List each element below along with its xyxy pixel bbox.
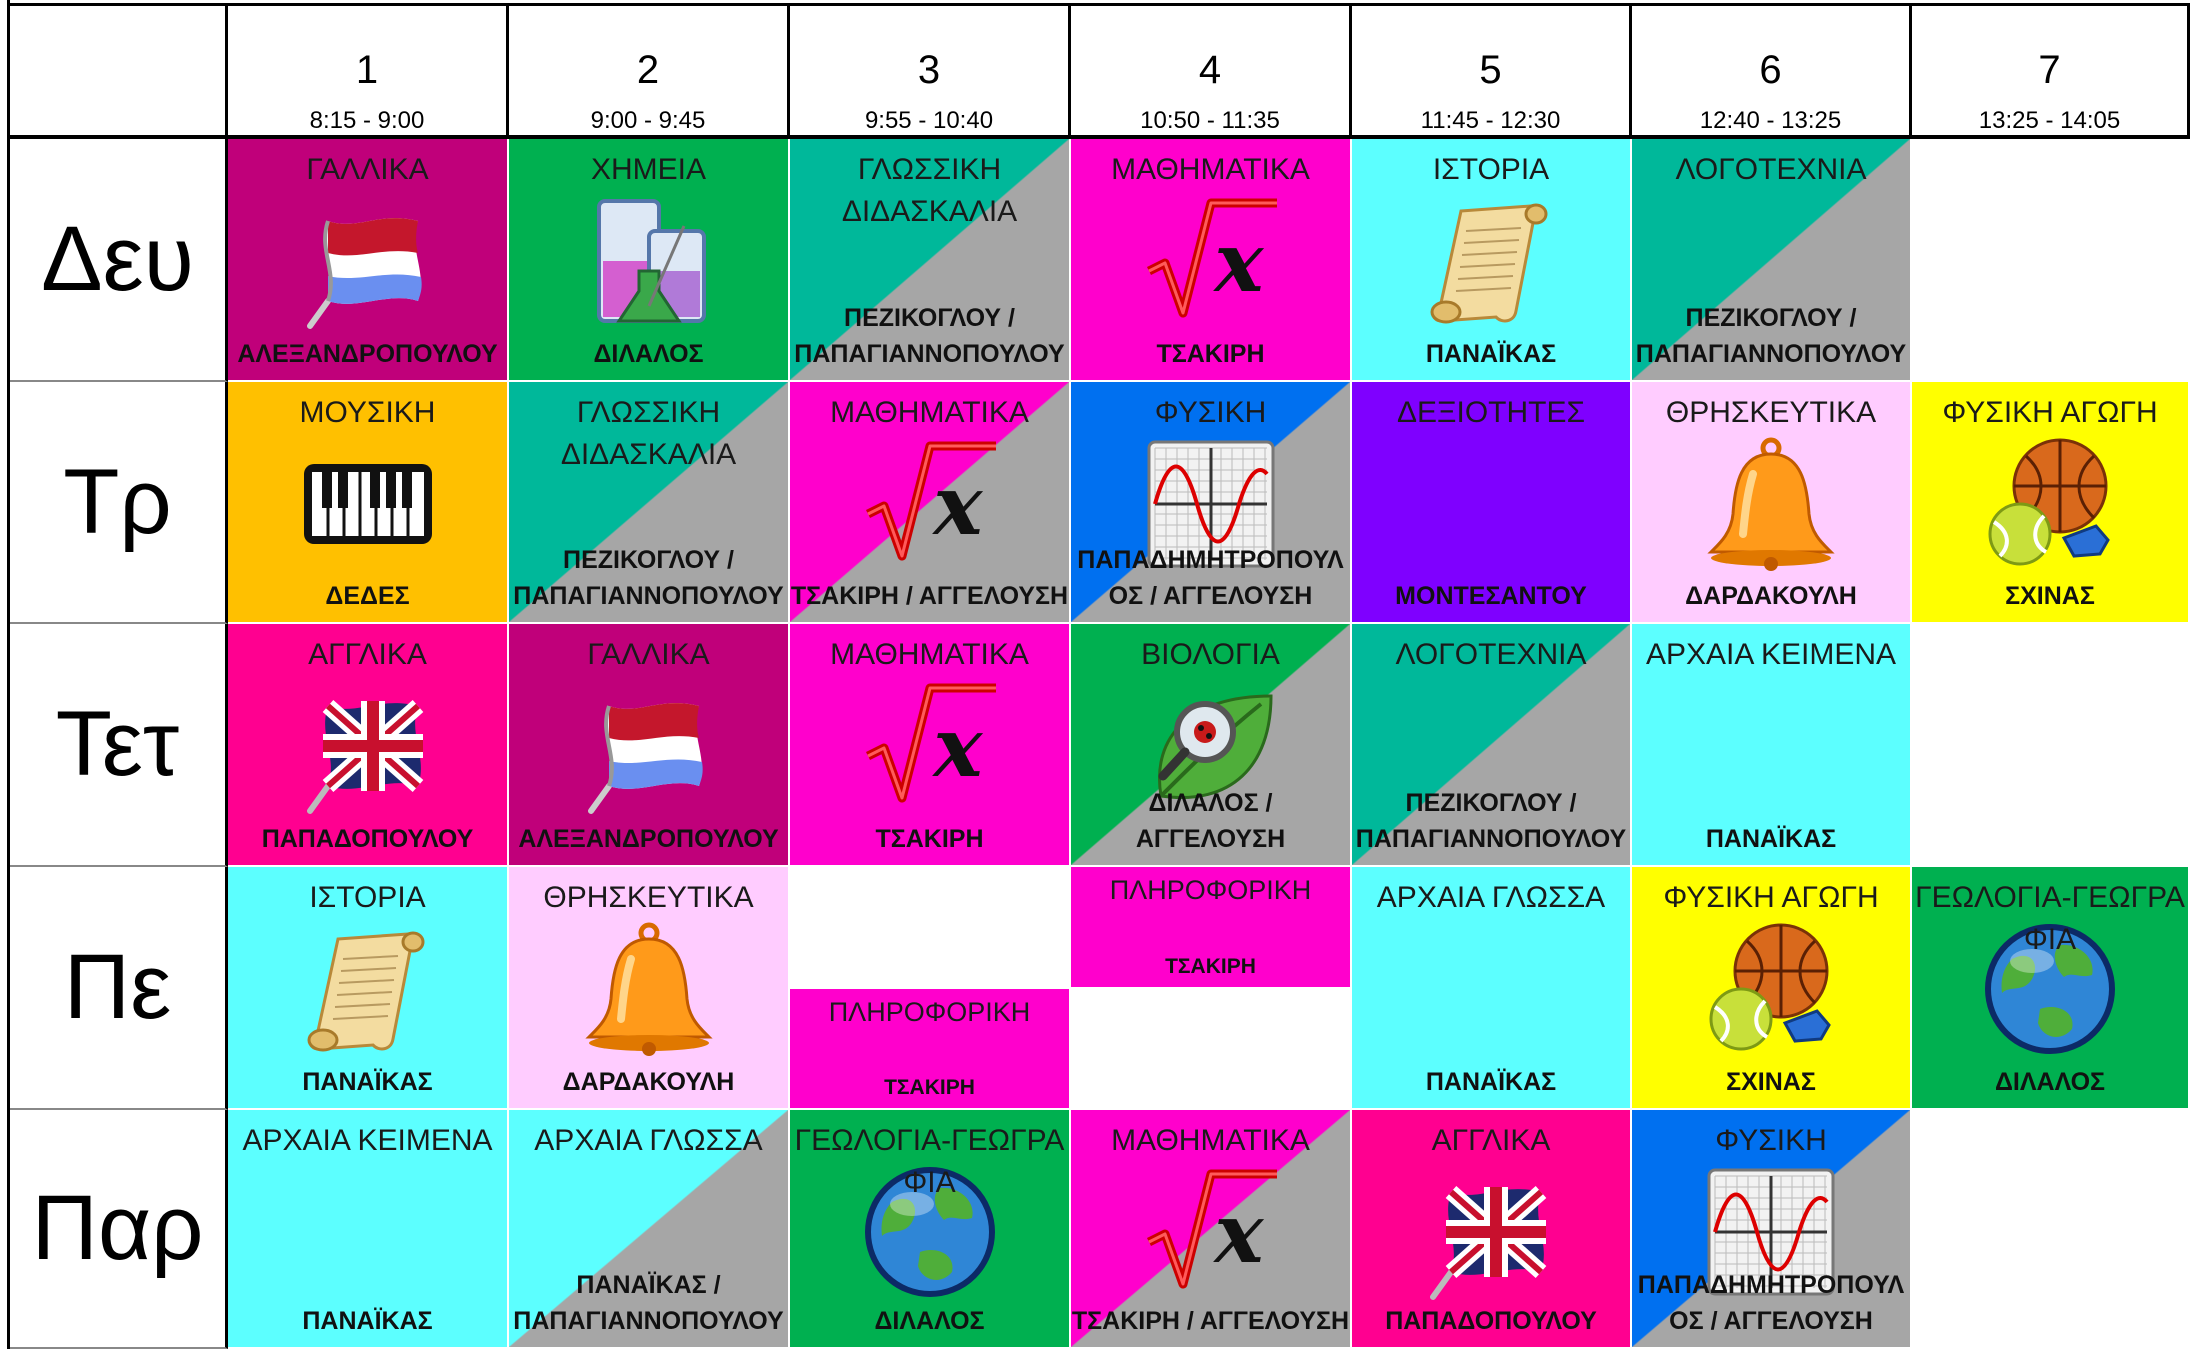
period-number: 7 [2038, 48, 2061, 92]
sports-balls-icon [1701, 919, 1841, 1059]
subject-name: ΦΥΣΙΚΗ [1715, 1124, 1827, 1157]
subject-name: ΠΛΗΡΟΦΟΡΙΚΗ [828, 997, 1031, 1027]
teacher-name: ΠΑΠΑΔΟΠΟΥΛΟΥ [1385, 1307, 1597, 1335]
lesson-cell[interactable] [509, 867, 790, 1110]
lesson-cell[interactable] [1071, 382, 1352, 624]
lesson-cell[interactable] [1071, 989, 1352, 1110]
teacher-name: ΠΑΝΑΪΚΑΣ [302, 1307, 433, 1335]
teacher-name: ΑΛΕΞΑΝΔΡΟΠΟΥΛΟΥ [518, 825, 779, 853]
subject-name: ΜΑΘΗΜΑΤΙΚΑ [830, 396, 1029, 429]
lesson-cell[interactable] [1352, 867, 1632, 1110]
lesson-cell[interactable] [228, 382, 509, 624]
teacher-name: ΔΙΛΑΛΟΣ / ΑΓΓΕΛΟΥΣΗ [1135, 789, 1286, 853]
period-time: 13:25 - 14:05 [1978, 107, 2121, 134]
subject-name: ΓΛΩΣΣΙΚΗ ΔΙΔΑΣΚΑΛΙΑ [560, 396, 737, 471]
subject-name: ΠΛΗΡΟΦΟΡΙΚΗ [1109, 875, 1312, 905]
french-flag-icon [579, 676, 719, 816]
subject-name: ΑΓΓΛΙΚΑ [1431, 1124, 1551, 1157]
period-number: 5 [1479, 48, 1502, 92]
subject-name: ΓΕΩΛΟΓΙΑ-ΓΕΩΓΡΑ ΦΙΑ [794, 1124, 1065, 1199]
teacher-name: ΠΑΝΑΪΚΑΣ [302, 1068, 433, 1096]
period-number: 2 [636, 48, 660, 92]
period-time: 12:40 - 13:25 [1699, 107, 1842, 134]
subject-name: ΒΙΟΛΟΓΙΑ [1141, 638, 1280, 671]
teacher-name: ΠΑΝΑΪΚΑΣ [1425, 340, 1557, 368]
teacher-name: ΤΣΑΚΙΡΗ [1165, 955, 1256, 978]
teacher-name: ΤΣΑΚΙΡΗ [875, 825, 984, 853]
period-header [1912, 6, 2190, 139]
teacher-name: ΠΑΝΑΪΚΑΣ / ΠΑΠΑΓΙΑΝΝΟΠΟΥΛΟΥ [513, 1271, 784, 1335]
teacher-name: ΠΑΠΑΔΟΠΟΥΛΟΥ [261, 825, 474, 853]
lesson-cell[interactable] [1632, 382, 1912, 624]
lesson-cell[interactable] [1352, 139, 1632, 382]
lesson-cell[interactable] [1632, 1110, 1912, 1349]
subject-name: ΘΡΗΣΚΕΥΤΙΚΑ [1665, 396, 1877, 429]
day-label: Πε [10, 867, 228, 1110]
teacher-name: ΔΙΛΑΛΟΣ [874, 1307, 985, 1335]
period-header [1071, 6, 1352, 139]
teacher-name: ΣΧΙΝΑΣ [1726, 1068, 1816, 1096]
period-time: 9:55 - 10:40 [864, 107, 994, 134]
teacher-name: ΤΣΑΚΙΡΗ / ΑΓΓΕΛΟΥΣΗ [790, 582, 1069, 610]
lesson-cell[interactable] [1352, 1110, 1632, 1349]
lesson-cell[interactable] [1912, 1110, 2190, 1349]
period-time: 10:50 - 11:35 [1140, 107, 1280, 134]
uk-flag-icon [1421, 1162, 1561, 1302]
subject-name: ΑΡΧΑΙΑ ΓΛΩΣΣΑ [534, 1124, 763, 1157]
french-flag-icon [298, 191, 438, 331]
lesson-cell[interactable] [509, 624, 790, 867]
uk-flag-icon [298, 676, 438, 816]
math-sqrt-x-icon [1141, 191, 1281, 331]
lesson-cell[interactable] [509, 1110, 790, 1349]
teacher-name: ΠΑΝΑΪΚΑΣ [1425, 1068, 1557, 1096]
subject-name: ΓΕΩΛΟΓΙΑ-ΓΕΩΓΡΑ ΦΙΑ [1915, 881, 2185, 956]
teacher-name: ΜΟΝΤΕΣΑΝΤΟΥ [1395, 582, 1587, 610]
teacher-name: ΔΕΔΕΣ [325, 582, 410, 610]
teacher-name: ΠΕΖΙΚΟΓΛΟΥ / ΠΑΠΑΓΙΑΝΝΟΠΟΥΛΟΥ [1635, 304, 1907, 368]
lesson-cell[interactable] [509, 139, 790, 382]
teacher-name: ΠΕΖΙΚΟΓΛΟΥ / ΠΑΠΑΓΙΑΝΝΟΠΟΥΛΟΥ [513, 546, 784, 610]
period-number: 4 [1198, 48, 1222, 92]
subject-name: ΑΡΧΑΙΑ ΚΕΙΜΕΝΑ [242, 1124, 493, 1157]
teacher-name: ΠΕΖΙΚΟΓΛΟΥ / ΠΑΠΑΓΙΑΝΝΟΠΟΥΛΟΥ [1355, 789, 1627, 853]
lesson-cell[interactable] [228, 867, 509, 1110]
teacher-name: ΠΕΖΙΚΟΓΛΟΥ / ΠΑΠΑΓΙΑΝΝΟΠΟΥΛΟΥ [794, 304, 1065, 368]
lesson-cell[interactable] [1071, 139, 1352, 382]
period-header [228, 6, 509, 139]
svg-text:x: x [1214, 1186, 1263, 1282]
sports-balls-icon [1980, 434, 2120, 574]
math-sqrt-x-icon [860, 676, 1000, 816]
teacher-name: ΠΑΠΑΔΗΜΗΤΡΟΠΟΥΛ ΟΣ / ΑΓΓΕΛΟΥΣΗ [1077, 546, 1344, 610]
svg-text:x: x [933, 458, 982, 554]
scroll-icon [1421, 191, 1561, 331]
svg-text:x: x [933, 700, 982, 796]
lesson-cell[interactable] [1632, 624, 1912, 867]
period-number: 6 [1759, 48, 1782, 92]
lesson-cell[interactable] [790, 989, 1071, 1110]
day-label: Παρ [10, 1110, 228, 1349]
teacher-name: ΤΣΑΚΙΡΗ / ΑΓΓΕΛΟΥΣΗ [1071, 1307, 1350, 1335]
bell-icon [579, 919, 719, 1059]
subject-name: ΓΑΛΛΙΚΑ [587, 638, 710, 671]
period-header [1352, 6, 1632, 139]
teacher-name: ΔΑΡΔΑΚΟΥΛΗ [562, 1068, 735, 1096]
teacher-name: ΑΛΕΞΑΝΔΡΟΠΟΥΛΟΥ [237, 340, 498, 368]
subject-name: ΦΥΣΙΚΗ [1154, 396, 1267, 429]
lesson-cell[interactable] [1912, 139, 2190, 382]
lesson-cell[interactable] [790, 1110, 1071, 1349]
subject-name: ΑΡΧΑΙΑ ΓΛΩΣΣΑ [1376, 881, 1606, 914]
lesson-cell[interactable] [1071, 1110, 1352, 1349]
subject-name: ΛΟΓΟΤΕΧΝΙΑ [1675, 153, 1867, 186]
lesson-cell[interactable] [1352, 382, 1632, 624]
period-time: 8:15 - 9:00 [309, 107, 425, 134]
subject-name: ΛΟΓΟΤΕΧΝΙΑ [1395, 638, 1587, 671]
lesson-cell[interactable] [509, 382, 790, 624]
subject-name: ΜΑΘΗΜΑΤΙΚΑ [830, 638, 1029, 671]
teacher-name: ΔΑΡΔΑΚΟΥΛΗ [1685, 582, 1857, 610]
day-label: Τετ [10, 624, 228, 867]
subject-name: ΔΕΞΙΟΤΗΤΕΣ [1396, 396, 1586, 429]
period-time: 9:00 - 9:45 [590, 107, 706, 134]
lesson-cell[interactable] [1632, 867, 1912, 1110]
subject-name: ΘΡΗΣΚΕΥΤΙΚΑ [543, 881, 754, 914]
lesson-cell[interactable] [1912, 382, 2190, 624]
period-header [509, 6, 790, 139]
teacher-name: ΠΑΠΑΔΗΜΗΤΡΟΠΟΥΛ ΟΣ / ΑΓΓΕΛΟΥΣΗ [1637, 1271, 1905, 1335]
subject-name: ΦΥΣΙΚΗ ΑΓΩΓΗ [1942, 396, 2158, 429]
teacher-name: ΔΙΛΑΛΟΣ [593, 340, 704, 368]
lesson-cell[interactable] [228, 1110, 509, 1349]
subject-name: ΓΑΛΛΙΚΑ [306, 153, 429, 186]
lesson-cell[interactable] [1912, 867, 2190, 1110]
subject-name: ΦΥΣΙΚΗ ΑΓΩΓΗ [1663, 881, 1879, 914]
lesson-cell[interactable] [1071, 867, 1352, 989]
subject-name: ΑΡΧΑΙΑ ΚΕΙΜΕΝΑ [1645, 638, 1897, 671]
svg-text:x: x [1214, 215, 1263, 311]
lesson-cell[interactable] [790, 867, 1071, 989]
chemistry-beakers-icon [579, 191, 719, 331]
subject-name: ΑΓΓΛΙΚΑ [308, 638, 427, 671]
subject-name: ΙΣΤΟΡΙΑ [1432, 153, 1550, 186]
teacher-name: ΤΣΑΚΙΡΗ [1156, 340, 1265, 368]
lesson-cell[interactable] [790, 624, 1071, 867]
corner-cell [10, 6, 228, 139]
subject-name: ΜΑΘΗΜΑΤΙΚΑ [1111, 153, 1310, 186]
subject-name: ΧΗΜΕΙΑ [590, 153, 707, 186]
subject-name: ΜΟΥΣΙΚΗ [299, 396, 436, 429]
math-sqrt-x-icon [1141, 1162, 1281, 1302]
lesson-cell[interactable] [790, 382, 1071, 624]
period-header [790, 6, 1071, 139]
math-sqrt-x-icon [860, 434, 1000, 574]
scroll-icon [298, 919, 438, 1059]
lesson-cell[interactable] [228, 624, 509, 867]
period-header [1632, 6, 1912, 139]
teacher-name: ΔΙΛΑΛΟΣ [1994, 1068, 2106, 1096]
teacher-name: ΣΧΙΝΑΣ [2005, 582, 2095, 610]
teacher-name: ΤΣΑΚΙΡΗ [884, 1076, 975, 1099]
period-number: 1 [355, 48, 379, 92]
day-label: Τρ [10, 382, 228, 624]
piano-keyboard-icon [298, 434, 438, 574]
lesson-cell[interactable] [1632, 139, 1912, 382]
subject-name: ΓΛΩΣΣΙΚΗ ΔΙΔΑΣΚΑΛΙΑ [841, 153, 1018, 228]
subject-name: ΙΣΤΟΡΙΑ [309, 881, 426, 914]
lesson-cell[interactable] [1352, 624, 1632, 867]
period-time: 11:45 - 12:30 [1420, 107, 1561, 134]
lesson-cell[interactable] [790, 139, 1071, 382]
period-number: 3 [917, 48, 941, 92]
day-label: Δευ [10, 139, 228, 382]
lesson-cell[interactable] [1071, 624, 1352, 867]
bell-icon [1701, 434, 1841, 574]
lesson-cell[interactable] [1912, 624, 2190, 867]
lesson-cell[interactable] [228, 139, 509, 382]
table-left-border [0, 0, 10, 1349]
subject-name: ΜΑΘΗΜΑΤΙΚΑ [1111, 1124, 1310, 1157]
teacher-name: ΠΑΝΑΪΚΑΣ [1705, 825, 1837, 853]
